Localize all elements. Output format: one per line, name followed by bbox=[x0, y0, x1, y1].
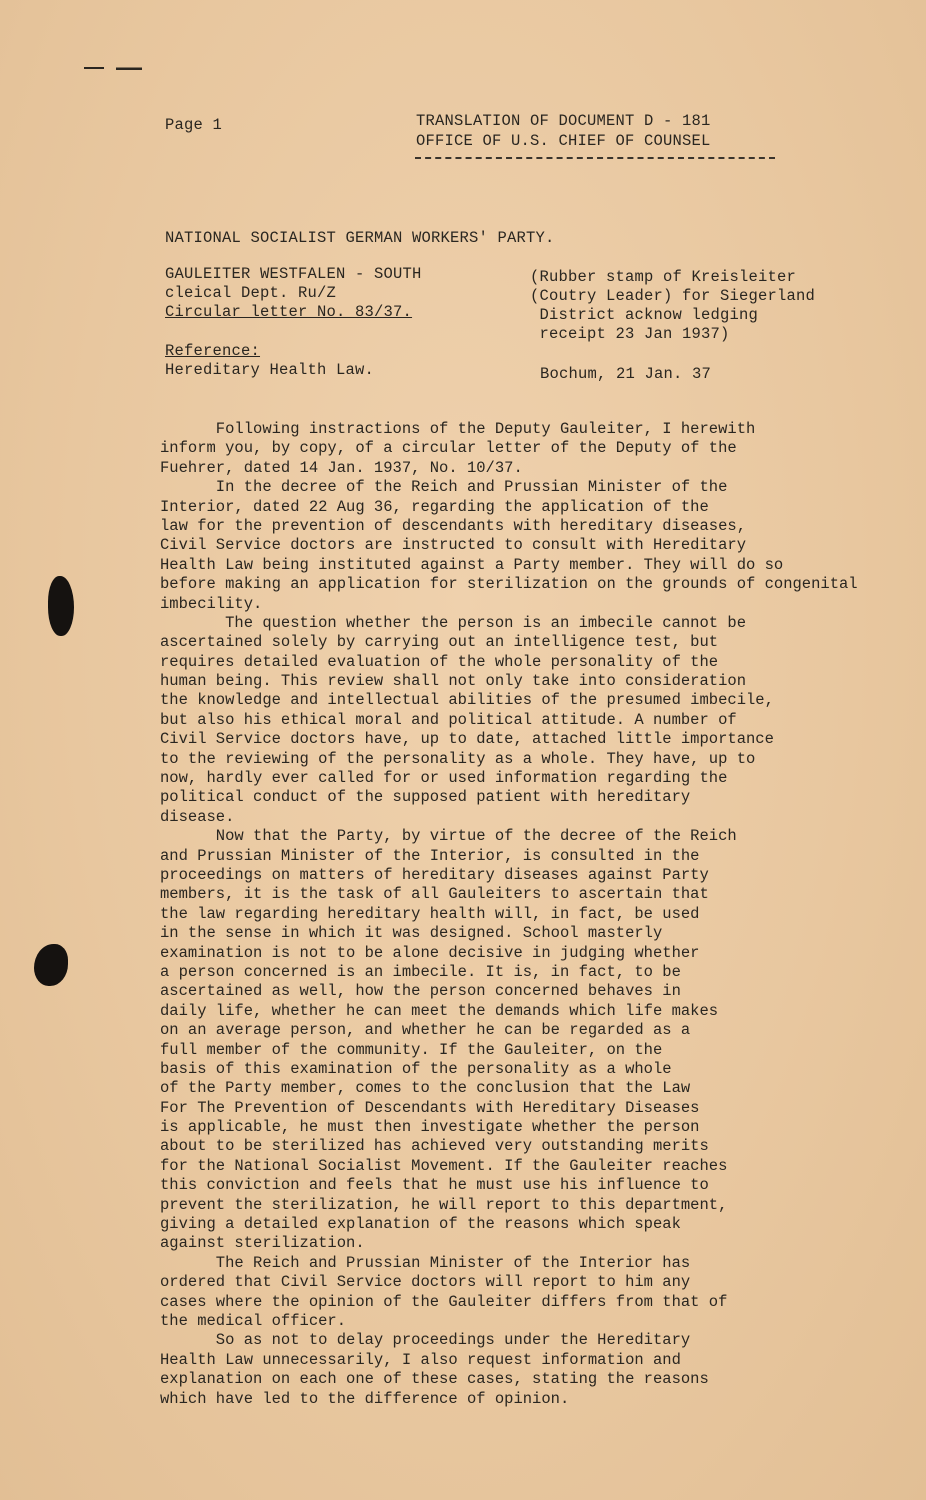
body-line: Now that the Party, by virtue of the decree of the Reich bbox=[160, 827, 737, 846]
body-line: Fuehrer, dated 14 Jan. 1937, No. 10/37. bbox=[160, 458, 523, 477]
body-line: In the decree of the Reich and Prussian Minister of the bbox=[160, 478, 728, 497]
body-line: ascertained as well, how the person concerned behaves in bbox=[160, 982, 681, 1001]
body-line: For The Prevention of Descendants with Hereditary Diseases bbox=[160, 1098, 700, 1117]
pen-mark bbox=[84, 66, 142, 70]
body-line: full member of the community. If the Gauleiter, on the bbox=[160, 1040, 663, 1059]
body-line: ordered that Civil Service doctors will report to him any bbox=[160, 1273, 691, 1292]
body-line: basis of this examination of the personality as a whole bbox=[160, 1059, 672, 1078]
punch-hole-top bbox=[48, 576, 74, 636]
dept-line: cleical Dept. Ru/Z bbox=[165, 284, 337, 302]
body-line: the law regarding hereditary health will, in fact, be used bbox=[160, 904, 700, 923]
body-line: prevent the sterilization, he will report to this department, bbox=[160, 1195, 728, 1214]
reference-label: Reference: bbox=[165, 342, 261, 360]
body-line: which have led to the difference of opinion. bbox=[160, 1389, 570, 1408]
office-line: OFFICE OF U.S. CHIEF OF COUNSEL bbox=[416, 132, 711, 150]
body-line: law for the prevention of descendants with hereditary diseases, bbox=[160, 516, 746, 535]
body-line: disease. bbox=[160, 807, 235, 826]
body-line: requires detailed evaluation of the whole personality of the bbox=[160, 652, 719, 671]
body-line: against sterilization. bbox=[160, 1234, 365, 1253]
body-line: giving a detailed explanation of the reasons which speak bbox=[160, 1215, 681, 1234]
body-line: Health Law being instituted against a Party member. They will do so bbox=[160, 555, 784, 574]
body-line: inform you, by copy, of a circular letter of the Deputy of the bbox=[160, 439, 737, 458]
body-line: The Reich and Prussian Minister of the Interior has bbox=[160, 1253, 691, 1272]
body-line: explanation on each one of these cases, stating the reasons bbox=[160, 1370, 709, 1389]
body-line: Health Law unnecessarily, I also request information and bbox=[160, 1350, 681, 1369]
body-line: human being. This review shall not only take into consideration bbox=[160, 672, 746, 691]
page-label: Page 1 bbox=[165, 116, 223, 134]
body-line: about to be sterilized has achieved very outstanding merits bbox=[160, 1137, 709, 1156]
body-line: daily life, whether he can meet the demands which life makes bbox=[160, 1001, 719, 1020]
body-line: the medical officer. bbox=[160, 1311, 347, 1330]
gauleiter-line: GAULEITER WESTFALEN - SOUTH bbox=[165, 265, 422, 283]
stamp-line-2: (Coutry Leader) for Siegerland bbox=[530, 287, 816, 305]
body-line: of the Party member, comes to the conclusion that the Law bbox=[160, 1079, 691, 1098]
body-line: examination is not to be alone decisive in judging whether bbox=[160, 943, 700, 962]
body-line: before making an application for sterilization on the grounds of congenital bbox=[160, 575, 858, 594]
body-line: is applicable, he must then investigate whether the person bbox=[160, 1118, 700, 1137]
header-rule bbox=[415, 157, 775, 159]
body-line: So as not to delay proceedings under the Hereditary bbox=[160, 1331, 691, 1350]
stamp-line-4: receipt 23 Jan 1937) bbox=[530, 325, 730, 343]
body-line: for the National Socialist Movement. If the Gauleiter reaches bbox=[160, 1156, 728, 1175]
body-line: in the sense in which it was designed. School masterly bbox=[160, 924, 663, 943]
body-line: now, hardly ever called for or used information regarding the bbox=[160, 769, 728, 788]
circular-letter-number: Circular letter No. 83/37. bbox=[165, 303, 413, 321]
body-line: Civil Service doctors are instructed to consult with Hereditary bbox=[160, 536, 746, 555]
body-line: and Prussian Minister of the Interior, is consulted in the bbox=[160, 846, 700, 865]
body-line: proceedings on matters of hereditary diseases against Party bbox=[160, 865, 709, 884]
translation-line: TRANSLATION OF DOCUMENT D - 181 bbox=[416, 112, 711, 130]
body-line: but also his ethical moral and political attitude. A number of bbox=[160, 710, 737, 729]
reference-value: Hereditary Health Law. bbox=[165, 361, 375, 379]
body-line: the knowledge and intellectual abilities of the presumed imbecile, bbox=[160, 691, 774, 710]
body-line: The question whether the person is an imbecile cannot be bbox=[160, 613, 746, 632]
body-line: a person concerned is an imbecile. It is, in fact, to be bbox=[160, 962, 681, 981]
body-line: political conduct of the supposed patient with hereditary bbox=[160, 788, 691, 807]
body-line: Interior, dated 22 Aug 36, regarding the application of the bbox=[160, 497, 709, 516]
body-line: imbecility. bbox=[160, 594, 263, 613]
body-line: cases where the opinion of the Gauleiter differs from that of bbox=[160, 1292, 728, 1311]
body-line: ascertained solely by carrying out an intelligence test, but bbox=[160, 633, 719, 652]
body-line: this conviction and feels that he must use his influence to bbox=[160, 1176, 709, 1195]
place-date: Bochum, 21 Jan. 37 bbox=[540, 365, 712, 383]
body-line: to the reviewing of the personality as a whole. They have, up to bbox=[160, 749, 756, 768]
body-line: on an average person, and whether he can be regarded as a bbox=[160, 1021, 691, 1040]
punch-hole-bottom bbox=[34, 944, 68, 986]
stamp-line-3: District acknow ledging bbox=[530, 306, 759, 324]
party-title: NATIONAL SOCIALIST GERMAN WORKERS' PARTY. bbox=[165, 229, 555, 247]
stamp-line-1: (Rubber stamp of Kreisleiter bbox=[530, 268, 797, 286]
body-line: members, it is the task of all Gauleiters to ascertain that bbox=[160, 885, 709, 904]
letter-body bbox=[160, 420, 900, 1409]
body-line: Civil Service doctors have, up to date, attached little importance bbox=[160, 730, 774, 749]
body-line: Following instractions of the Deputy Gauleiter, I herewith bbox=[160, 420, 756, 438]
